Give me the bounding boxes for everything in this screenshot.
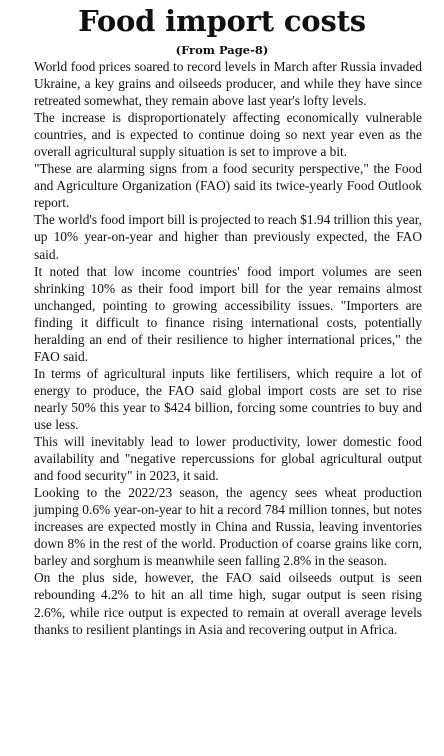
article-body xyxy=(34,58,422,638)
paragraph-lower-productivity: This will inevitably lead to lower productivity, lower domestic food availability and "negative repercussions for global agricultural output and food security" in 2023, it said. xyxy=(34,434,422,484)
paragraph-vulnerable-countries: The increase is disproportionately affecting economically vulnerable countries, and is expected to continue doing so next year even as the overall agricultural supply situation is set to improve a bit. xyxy=(34,110,422,160)
paragraph-import-bill: The world's food import bill is projected to reach $1.94 trillion this year, up 10% year-on-year and higher than previously expected, the FAO said. xyxy=(34,212,422,262)
article-headline: Food import costs xyxy=(78,4,366,38)
source-line: (From Page-8) xyxy=(175,43,269,57)
paragraph-oilseeds-output: On the plus side, however, the FAO said oilseeds output is seen rebounding 4.2% to hit an all time high, sugar output is seen rising 2.6%, while rice output is expected to remain at overall average levels thanks to resilient plantings in Asia and recovering output in Africa. xyxy=(34,570,422,637)
paragraph-low-income-countries: It noted that low income countries' food import volumes are seen shrinking 10% as their food import bill for the year remains almost unchanged, pointing to growing accessibility issues. "Importers are finding it difficult to finance rising international costs, potentially heralding an end of their resilience to higher international prices," the FAO said. xyxy=(34,263,422,364)
paragraph-wheat-production: Looking to the 2022/23 season, the agency sees wheat production jumping 0.6% year-on-year to hit a record 784 million tonnes, but notes increases are expected mostly in China and Russia, leaving inventories down 8% in the rest of the world. Production of coarse grains like corn, barley and sorghum is meanwhile seen falling 2.8% in the season. xyxy=(34,485,422,569)
paragraph-food-prices: World food prices soared to record levels in March after Russia invaded Ukraine, a key grains and oilseeds producer, and while they have since retreated somewhat, they remain above last year's lofty levels. xyxy=(34,59,422,109)
paragraph-fertilisers: In terms of agricultural inputs like fertilisers, which require a lot of energy to produce, the FAO said global import costs are set to rise nearly 50% this year to $424 billion, forcing some countries to buy and use less. xyxy=(34,365,422,432)
paragraph-alarming-signs: "These are alarming signs from a food security perspective," the Food and Agriculture Organization (FAO) said its twice-yearly Food Outlook report. xyxy=(34,161,422,211)
